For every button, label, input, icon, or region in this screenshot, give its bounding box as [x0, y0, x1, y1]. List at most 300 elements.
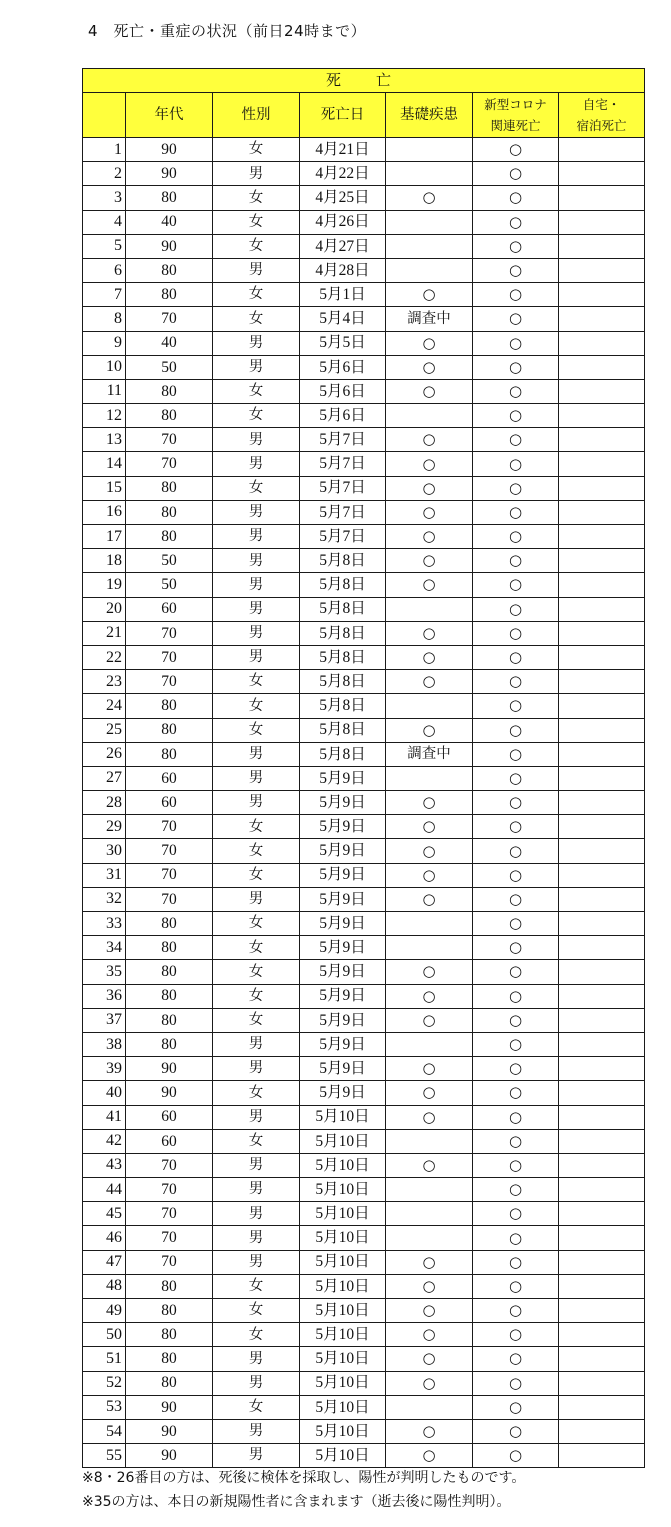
- cell-home-death: [559, 912, 645, 936]
- cell-sex: 男: [213, 597, 300, 621]
- cell-age: 70: [126, 452, 213, 476]
- cell-sex: 女: [213, 476, 300, 500]
- cell-home-death: [559, 283, 645, 307]
- row-number: 44: [83, 1178, 126, 1202]
- cell-age: 80: [126, 694, 213, 718]
- table-row: [83, 138, 645, 162]
- row-number: 36: [83, 984, 126, 1008]
- table-row: [83, 500, 645, 524]
- cell-age: 70: [126, 815, 213, 839]
- cell-age: 50: [126, 573, 213, 597]
- row-number: 49: [83, 1299, 126, 1323]
- cell-age: 70: [126, 428, 213, 452]
- cell-underlying: ○: [386, 1444, 473, 1468]
- cell-covid-related: ○: [473, 1323, 559, 1347]
- cell-covid-related: ○: [473, 138, 559, 162]
- cell-covid-related: ○: [473, 960, 559, 984]
- cell-covid-related: ○: [473, 355, 559, 379]
- cell-underlying: ○: [386, 670, 473, 694]
- cell-sex: 女: [213, 984, 300, 1008]
- cell-sex: 女: [213, 936, 300, 960]
- cell-covid-related: ○: [473, 670, 559, 694]
- table-row: [83, 984, 645, 1008]
- row-number: 50: [83, 1323, 126, 1347]
- cell-age: 80: [126, 476, 213, 500]
- cell-underlying: ○: [386, 1008, 473, 1032]
- cell-underlying: [386, 1202, 473, 1226]
- cell-date: 5月6日: [300, 355, 386, 379]
- table-row: [83, 791, 645, 815]
- cell-covid-related: ○: [473, 1105, 559, 1129]
- cell-home-death: [559, 1274, 645, 1298]
- cell-sex: 女: [213, 234, 300, 258]
- cell-age: 60: [126, 1129, 213, 1153]
- table-row: [83, 1226, 645, 1250]
- cell-date: 5月8日: [300, 742, 386, 766]
- table-row: [83, 307, 645, 331]
- cell-home-death: [559, 863, 645, 887]
- cell-date: 5月10日: [300, 1153, 386, 1177]
- cell-age: 80: [126, 500, 213, 524]
- row-number: 52: [83, 1371, 126, 1395]
- cell-date: 5月8日: [300, 718, 386, 742]
- cell-sex: 男: [213, 428, 300, 452]
- cell-underlying: ○: [386, 863, 473, 887]
- cell-age: 70: [126, 621, 213, 645]
- cell-date: 5月9日: [300, 791, 386, 815]
- cell-age: 90: [126, 1419, 213, 1443]
- row-number: 30: [83, 839, 126, 863]
- cell-age: 80: [126, 525, 213, 549]
- cell-age: 90: [126, 1444, 213, 1468]
- cell-age: 90: [126, 138, 213, 162]
- row-number: 6: [83, 258, 126, 282]
- header-home-line1: 自宅・: [582, 97, 621, 112]
- table-row: [83, 234, 645, 258]
- cell-covid-related: ○: [473, 984, 559, 1008]
- table-row: [83, 1323, 645, 1347]
- cell-date: 5月8日: [300, 670, 386, 694]
- row-number: 28: [83, 791, 126, 815]
- cell-age: 90: [126, 234, 213, 258]
- cell-sex: 女: [213, 404, 300, 428]
- cell-sex: 女: [213, 1323, 300, 1347]
- band-label: 死 亡: [83, 69, 645, 93]
- cell-date: 5月10日: [300, 1419, 386, 1443]
- row-number: 51: [83, 1347, 126, 1371]
- cell-underlying: [386, 258, 473, 282]
- cell-date: 5月10日: [300, 1129, 386, 1153]
- cell-covid-related: ○: [473, 645, 559, 669]
- row-number: 12: [83, 404, 126, 428]
- cell-underlying: ○: [386, 621, 473, 645]
- cell-underlying: [386, 766, 473, 790]
- cell-date: 5月10日: [300, 1250, 386, 1274]
- cell-age: 80: [126, 1347, 213, 1371]
- cell-covid-related: ○: [473, 887, 559, 911]
- cell-covid-related: ○: [473, 234, 559, 258]
- cell-home-death: [559, 694, 645, 718]
- cell-underlying: ○: [386, 1347, 473, 1371]
- cell-underlying: ○: [386, 549, 473, 573]
- cell-sex: 男: [213, 162, 300, 186]
- cell-covid-related: ○: [473, 1032, 559, 1056]
- cell-age: 80: [126, 1323, 213, 1347]
- cell-date: 5月9日: [300, 1081, 386, 1105]
- cell-covid-related: ○: [473, 186, 559, 210]
- cell-sex: 男: [213, 1250, 300, 1274]
- table-row: [83, 1178, 645, 1202]
- footnote: ※35の方は、本日の新規陽性者に含まれます（逝去後に陽性判明）。: [82, 1494, 511, 1510]
- cell-age: 80: [126, 742, 213, 766]
- table-row: [83, 1153, 645, 1177]
- row-number: 32: [83, 887, 126, 911]
- cell-home-death: [559, 960, 645, 984]
- table-row: [83, 573, 645, 597]
- cell-sex: 男: [213, 331, 300, 355]
- cell-date: 5月7日: [300, 500, 386, 524]
- cell-date: 4月26日: [300, 210, 386, 234]
- cell-covid-related: ○: [473, 791, 559, 815]
- cell-date: 5月9日: [300, 912, 386, 936]
- cell-home-death: [559, 766, 645, 790]
- cell-date: 5月9日: [300, 766, 386, 790]
- cell-underlying: ○: [386, 500, 473, 524]
- row-number: 3: [83, 186, 126, 210]
- cell-sex: 男: [213, 766, 300, 790]
- cell-underlying: [386, 138, 473, 162]
- cell-date: 4月27日: [300, 234, 386, 258]
- cell-covid-related: ○: [473, 1226, 559, 1250]
- cell-underlying: [386, 1032, 473, 1056]
- cell-age: 80: [126, 984, 213, 1008]
- cell-date: 5月9日: [300, 1008, 386, 1032]
- cell-covid-related: ○: [473, 1274, 559, 1298]
- cell-date: 5月9日: [300, 815, 386, 839]
- cell-date: 5月1日: [300, 283, 386, 307]
- cell-underlying: ○: [386, 1299, 473, 1323]
- cell-covid-related: ○: [473, 1299, 559, 1323]
- cell-home-death: [559, 452, 645, 476]
- row-number: 1: [83, 138, 126, 162]
- cell-underlying: [386, 1129, 473, 1153]
- cell-date: 5月8日: [300, 694, 386, 718]
- cell-sex: 女: [213, 210, 300, 234]
- table-row: [83, 621, 645, 645]
- row-number: 18: [83, 549, 126, 573]
- cell-home-death: [559, 476, 645, 500]
- table-header-row: [83, 93, 645, 138]
- cell-home-death: [559, 1105, 645, 1129]
- cell-underlying: ○: [386, 1105, 473, 1129]
- cell-date: 5月9日: [300, 887, 386, 911]
- cell-age: 50: [126, 355, 213, 379]
- cell-age: 60: [126, 766, 213, 790]
- cell-age: 90: [126, 162, 213, 186]
- header-underlying: 基礎疾患: [386, 93, 473, 138]
- row-number: 16: [83, 500, 126, 524]
- cell-covid-related: ○: [473, 718, 559, 742]
- cell-date: 5月10日: [300, 1105, 386, 1129]
- section-heading: 4 死亡・重症の状況（前日24時まで）: [88, 22, 367, 40]
- cell-sex: 女: [213, 839, 300, 863]
- cell-date: 5月4日: [300, 307, 386, 331]
- cell-covid-related: ○: [473, 379, 559, 403]
- cell-date: 5月9日: [300, 863, 386, 887]
- row-number: 5: [83, 234, 126, 258]
- row-number: 39: [83, 1057, 126, 1081]
- cell-underlying: [386, 1226, 473, 1250]
- row-number: 37: [83, 1008, 126, 1032]
- table-row: [83, 1057, 645, 1081]
- cell-age: 90: [126, 1057, 213, 1081]
- row-number: 4: [83, 210, 126, 234]
- cell-sex: 男: [213, 525, 300, 549]
- cell-covid-related: ○: [473, 1129, 559, 1153]
- cell-underlying: ○: [386, 379, 473, 403]
- cell-covid-related: ○: [473, 1395, 559, 1419]
- row-number: 46: [83, 1226, 126, 1250]
- cell-underlying: [386, 1178, 473, 1202]
- cell-date: 5月10日: [300, 1274, 386, 1298]
- table-row: [83, 1081, 645, 1105]
- cell-covid-related: ○: [473, 500, 559, 524]
- cell-underlying: ○: [386, 525, 473, 549]
- cell-covid-related: ○: [473, 815, 559, 839]
- cell-date: 5月9日: [300, 936, 386, 960]
- cell-covid-related: ○: [473, 283, 559, 307]
- cell-date: 5月10日: [300, 1444, 386, 1468]
- cell-age: 60: [126, 1105, 213, 1129]
- cell-underlying: ○: [386, 887, 473, 911]
- cell-sex: 男: [213, 887, 300, 911]
- cell-age: 80: [126, 1008, 213, 1032]
- cell-home-death: [559, 1419, 645, 1443]
- cell-home-death: [559, 1444, 645, 1468]
- cell-date: 5月10日: [300, 1395, 386, 1419]
- cell-underlying: [386, 694, 473, 718]
- cell-home-death: [559, 1178, 645, 1202]
- cell-sex: 男: [213, 1444, 300, 1468]
- cell-covid-related: ○: [473, 1444, 559, 1468]
- cell-home-death: [559, 1299, 645, 1323]
- cell-underlying: ○: [386, 1250, 473, 1274]
- cell-underlying: ○: [386, 1057, 473, 1081]
- cell-home-death: [559, 645, 645, 669]
- cell-underlying: ○: [386, 839, 473, 863]
- cell-sex: 女: [213, 863, 300, 887]
- cell-age: 80: [126, 1299, 213, 1323]
- row-number: 11: [83, 379, 126, 403]
- cell-age: 70: [126, 645, 213, 669]
- cell-age: 80: [126, 404, 213, 428]
- table-row: [83, 1032, 645, 1056]
- cell-home-death: [559, 815, 645, 839]
- cell-covid-related: ○: [473, 573, 559, 597]
- table-row: [83, 1395, 645, 1419]
- row-number: 19: [83, 573, 126, 597]
- table-row: [83, 355, 645, 379]
- table-row: [83, 210, 645, 234]
- cell-covid-related: ○: [473, 766, 559, 790]
- cell-underlying: ○: [386, 984, 473, 1008]
- cell-sex: 女: [213, 1395, 300, 1419]
- cell-age: 80: [126, 186, 213, 210]
- row-number: 10: [83, 355, 126, 379]
- cell-date: 5月9日: [300, 984, 386, 1008]
- row-number: 40: [83, 1081, 126, 1105]
- cell-age: 70: [126, 1250, 213, 1274]
- cell-age: 80: [126, 283, 213, 307]
- table-row: [83, 258, 645, 282]
- cell-home-death: [559, 791, 645, 815]
- table-row: [83, 331, 645, 355]
- table-row: [83, 379, 645, 403]
- cell-covid-related: ○: [473, 1081, 559, 1105]
- cell-covid-related: ○: [473, 1371, 559, 1395]
- cell-home-death: [559, 379, 645, 403]
- table-row: [83, 1347, 645, 1371]
- cell-home-death: [559, 1008, 645, 1032]
- cell-home-death: [559, 500, 645, 524]
- row-number: 17: [83, 525, 126, 549]
- cell-date: 5月7日: [300, 428, 386, 452]
- table-row: [83, 839, 645, 863]
- cell-age: 40: [126, 210, 213, 234]
- cell-date: 5月7日: [300, 476, 386, 500]
- row-number: 48: [83, 1274, 126, 1298]
- cell-sex: 女: [213, 1081, 300, 1105]
- cell-date: 5月8日: [300, 573, 386, 597]
- cell-covid-related: ○: [473, 912, 559, 936]
- row-number: 25: [83, 718, 126, 742]
- cell-home-death: [559, 138, 645, 162]
- cell-sex: 男: [213, 1419, 300, 1443]
- cell-sex: 女: [213, 815, 300, 839]
- cell-home-death: [559, 887, 645, 911]
- cell-covid-related: ○: [473, 742, 559, 766]
- cell-underlying: ○: [386, 331, 473, 355]
- cell-sex: 男: [213, 452, 300, 476]
- cell-underlying: ○: [386, 355, 473, 379]
- row-number: 35: [83, 960, 126, 984]
- row-number: 34: [83, 936, 126, 960]
- table-row: [83, 1250, 645, 1274]
- cell-sex: 男: [213, 1178, 300, 1202]
- cell-date: 5月6日: [300, 379, 386, 403]
- cell-home-death: [559, 1129, 645, 1153]
- cell-age: 90: [126, 1081, 213, 1105]
- header-covid-line1: 新型コロナ: [484, 97, 547, 112]
- cell-underlying: ○: [386, 428, 473, 452]
- cell-date: 5月10日: [300, 1347, 386, 1371]
- cell-covid-related: ○: [473, 476, 559, 500]
- cell-date: 4月28日: [300, 258, 386, 282]
- cell-home-death: [559, 1226, 645, 1250]
- cell-underlying: ○: [386, 186, 473, 210]
- header-age: 年代: [126, 93, 213, 138]
- row-number: 33: [83, 912, 126, 936]
- cell-underlying: 調査中: [386, 307, 473, 331]
- cell-covid-related: ○: [473, 549, 559, 573]
- cell-sex: 女: [213, 1299, 300, 1323]
- cell-sex: 男: [213, 1032, 300, 1056]
- cell-sex: 男: [213, 621, 300, 645]
- cell-underlying: ○: [386, 1323, 473, 1347]
- cell-covid-related: ○: [473, 839, 559, 863]
- table-row: [83, 912, 645, 936]
- cell-age: 60: [126, 597, 213, 621]
- cell-date: 4月21日: [300, 138, 386, 162]
- table-row: [83, 283, 645, 307]
- table-row: [83, 162, 645, 186]
- cell-age: 80: [126, 960, 213, 984]
- cell-underlying: ○: [386, 1153, 473, 1177]
- cell-date: 5月9日: [300, 960, 386, 984]
- cell-home-death: [559, 1081, 645, 1105]
- table-row: [83, 428, 645, 452]
- cell-date: 5月10日: [300, 1371, 386, 1395]
- cell-underlying: ○: [386, 1371, 473, 1395]
- cell-date: 5月10日: [300, 1299, 386, 1323]
- table-row: [83, 1444, 645, 1468]
- cell-covid-related: ○: [473, 1419, 559, 1443]
- row-number: 20: [83, 597, 126, 621]
- cell-covid-related: ○: [473, 452, 559, 476]
- row-number: 41: [83, 1105, 126, 1129]
- row-number: 45: [83, 1202, 126, 1226]
- cell-age: 70: [126, 307, 213, 331]
- cell-date: 4月25日: [300, 186, 386, 210]
- cell-sex: 男: [213, 1057, 300, 1081]
- cell-age: 70: [126, 1202, 213, 1226]
- cell-covid-related: ○: [473, 1347, 559, 1371]
- row-number: 14: [83, 452, 126, 476]
- cell-date: 5月10日: [300, 1202, 386, 1226]
- table-row: [83, 670, 645, 694]
- cell-underlying: ○: [386, 452, 473, 476]
- cell-age: 70: [126, 863, 213, 887]
- cell-home-death: [559, 1395, 645, 1419]
- table-row: [83, 1371, 645, 1395]
- cell-age: 70: [126, 1153, 213, 1177]
- footnotes: [82, 1466, 525, 1514]
- cell-covid-related: ○: [473, 1178, 559, 1202]
- table-row: [83, 960, 645, 984]
- cell-home-death: [559, 1347, 645, 1371]
- cell-home-death: [559, 355, 645, 379]
- table-row: [83, 1008, 645, 1032]
- row-number: 24: [83, 694, 126, 718]
- cell-age: 50: [126, 549, 213, 573]
- cell-covid-related: ○: [473, 1250, 559, 1274]
- cell-underlying: ○: [386, 960, 473, 984]
- table-row: [83, 1202, 645, 1226]
- cell-sex: 男: [213, 1226, 300, 1250]
- header-home-death: [559, 93, 645, 138]
- cell-covid-related: ○: [473, 307, 559, 331]
- cell-home-death: [559, 1371, 645, 1395]
- cell-age: 80: [126, 1274, 213, 1298]
- cell-underlying: ○: [386, 1081, 473, 1105]
- cell-sex: 女: [213, 1274, 300, 1298]
- table-row: [83, 742, 645, 766]
- table-row: [83, 1274, 645, 1298]
- table-row: [83, 1129, 645, 1153]
- cell-home-death: [559, 525, 645, 549]
- cell-covid-related: ○: [473, 694, 559, 718]
- row-number: 9: [83, 331, 126, 355]
